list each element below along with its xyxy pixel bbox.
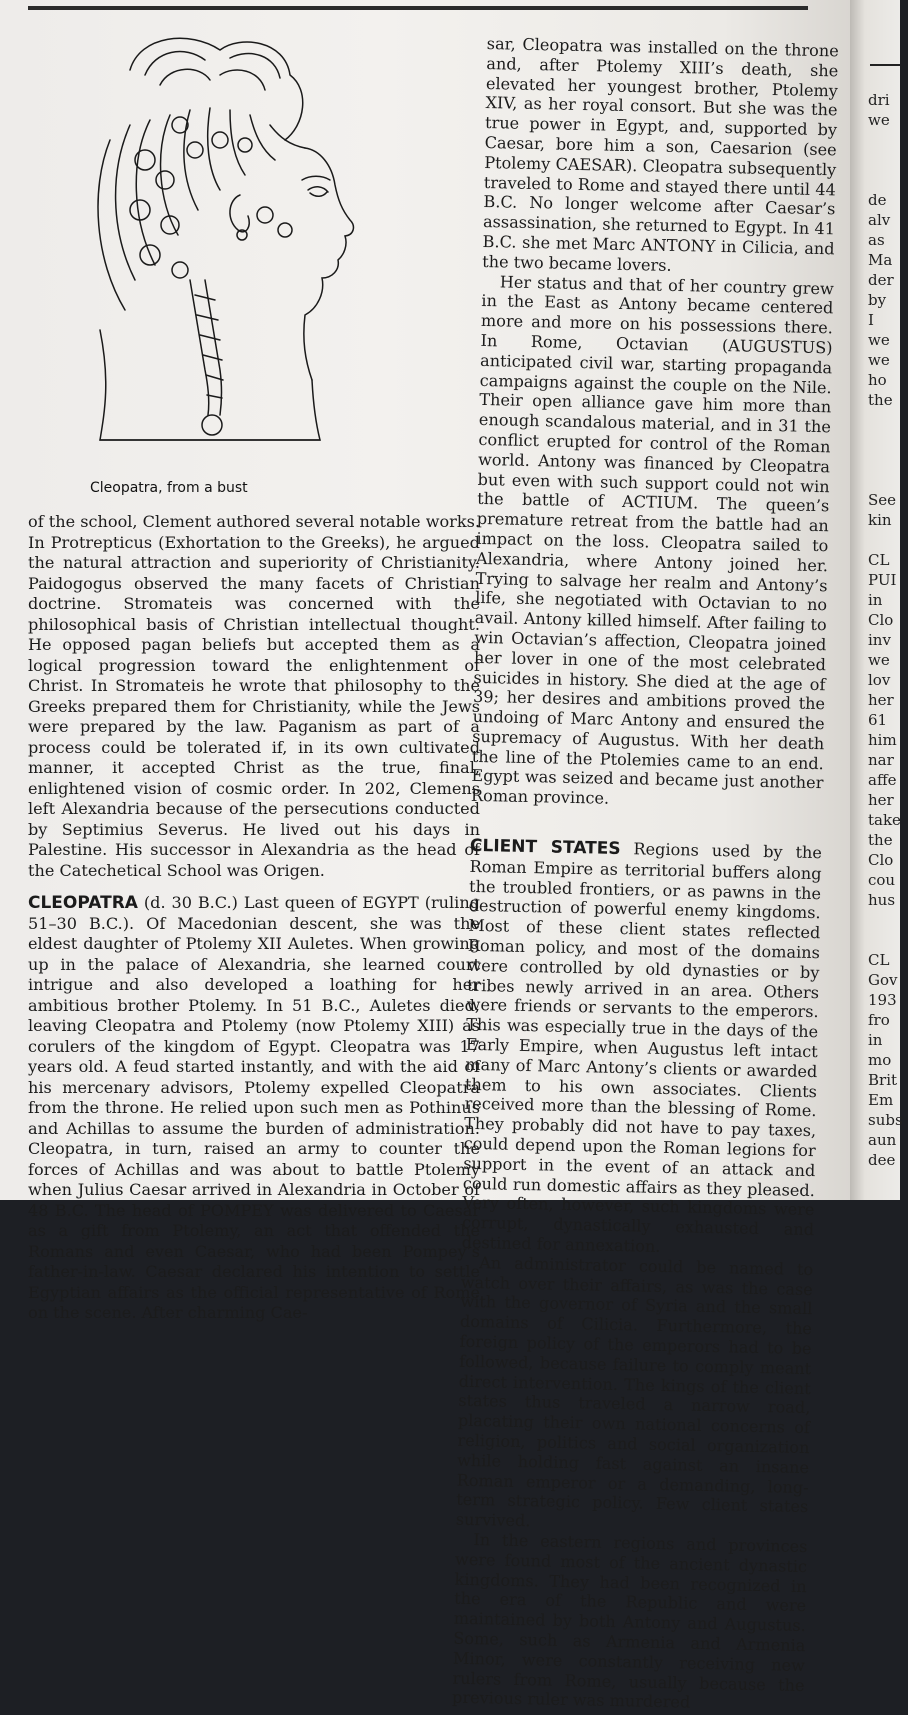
cleopatra-status-paragraph: Her status and that of her country grew in the East as Antony became centered more and more on his possessions there. In Rome, Octavian (AUGUSTUS) anticipated civil war, starting propaganda campaigns against the couple on the Nile. Their open alliance gave him more than enough scandalous material, and in 31 the conflict erupted for control of the Roman world. Antony was financed by Cleopatra but even with such support could not win the battle of ACTIUM. The queen’s premature retreat from the battle had an impact on the loss. Cleopatra sailed to Alexandria, where Antony joined her. Trying to salvage her realm and Antony’s life, she negotiated with Octavian to no avail. Antony killed himself. After failing to win Octavian’s affection, Cleopatra joined her lover in one of the most celebrated suicides in history. She died at the age of 39; her desires and ambitions proved the undoing of Marc Antony and ensured the supremacy of Augustus. With her death the line of the Ptolemies came to an end. Egypt was seized and became just another Roman province. [470, 271, 834, 809]
edge-fragment: lov [868, 671, 891, 689]
edge-fragment: der [868, 271, 894, 289]
edge-fragment: kin [868, 511, 892, 529]
edge-fragment: cou [868, 871, 896, 889]
cleopatra-bust-illustration [70, 30, 400, 500]
edge-fragment: subs [868, 1111, 903, 1129]
administrator-paragraph: An administrator could be named to watch over their affairs, as was the case with the governor of Syria and the small domains of Cilicia. Furthermore, the foreign policy of the emperors had to be followed, because failure to comply meant direct intervention. The kings of the client states thus traveled a narrow road, placating their own national concerns of religion, politics and social organization while holding fast against an insane Roman emperor or a demanding, long-term strategic policy. Few client states survived. [455, 1252, 814, 1531]
edge-fragment: we [868, 331, 890, 349]
figure-caption: Cleopatra, from a bust [90, 480, 248, 496]
cleopatra-continued: sar, Cleopatra was installed on the throne and, after Ptolemy XIII’s death, she elevated her youngest brother, Ptolemy XIV, as her royal consort. But she was the true power in Egypt, and, supported by Caesar, bore him a son, Caesarion (see Ptolemy CAESAR). Cleopatra subsequently traveled to Rome and stayed there until 44 B.C. No longer welcome after Caesar’s assassination, she returned to Egypt. In 41 B.C. she met Marc ANTONY in Cilicia, and the two became lovers. [482, 34, 839, 275]
edge-fragment: we [868, 651, 890, 669]
edge-fragment: I [868, 311, 874, 329]
eastern-regions-paragraph: In the eastern regions and provinces were found most of the ancient dynastic kingdoms. They had been recognized in the era of the Republic and were maintained by both Antony and Augustus. Some, such as Armenia and Armenia Minor, were constantly receiving new rulers from Rome, usually because the previous ruler was murdered [451, 1530, 808, 1712]
bust-drawing [70, 30, 400, 470]
edge-fragment: the [868, 391, 893, 409]
edge-fragment: we [868, 111, 890, 129]
client-states-heading: CLIENT STATES [469, 835, 621, 860]
right-page-rule [870, 64, 900, 66]
edge-fragment: hus [868, 891, 896, 909]
cleopatra-heading: CLEOPATRA [28, 893, 138, 913]
edge-fragment: 61 [868, 711, 888, 729]
edge-fragment: Ma [868, 251, 893, 269]
edge-fragment: as [868, 231, 885, 249]
spacer [28, 881, 480, 893]
edge-fragment: in [868, 1031, 883, 1049]
edge-fragment: aun [868, 1131, 897, 1149]
edge-fragment: him [868, 731, 897, 749]
edge-fragment: her [868, 791, 894, 809]
edge-fragment: inv [868, 631, 891, 649]
edge-fragment: ho [868, 371, 887, 389]
edge-fragment: the [868, 831, 893, 849]
right-column-text [452, 34, 839, 1715]
edge-fragment: de [868, 191, 887, 209]
edge-fragment: take [868, 811, 901, 829]
edge-fragment [868, 130, 908, 150]
edge-fragment: nar [868, 751, 894, 769]
clement-paragraph: of the school, Clement authored several notable works. In Protrepticus (Exhortation to the Greeks), he argued the natural attraction and superiority of Christianity. Paidogogus observed the many facets of Christian doctrine. Stromateis was concerned with the philosophical basis of Christian intellectual thought. He opposed pagan beliefs but accepted them as a logical progression toward the enlightenment of Christ. In Stromateis he wrote that philosophy to the Greeks prepared them for Christianity, while the Jews were prepared by the law. Paganism as part of a process could be tolerated if, in its own cultivated manner, it accepted Christ as the true, final, enlightened vision of cosmic order. In 202, Clemens left Alexandria because of the persecutions conducted by Septimius Severus. He lived out his days in Palestine. His successor in Alexandria as the head of the Catechetical School was Origen. [28, 512, 480, 880]
edge-fragment: fro [868, 1011, 890, 1029]
cleopatra-body: (d. 30 B.C.) Last queen of EGYPT (ruling 51–30 B.C.). Of Macedonian descent, she was the eldest daughter of Ptolemy XII Auletes. When growing up in the palace of Alexandria, she learned court intrigue and also developed a loathing for her ambitious brother Ptolemy. In 51 B.C., Auletes died, leaving Cleopatra and Ptolemy (now Ptolemy XIII) as corulers of the kingdom of Egypt. Cleopatra was 17 years old. A feud started instantly, and with the aid of his mercenary advisors, Ptolemy expelled Cleopatra from the throne. He relied upon such men as Pothinus and Achillas to assume the burden of administration. Cleopatra, in turn, raised an army to counter the forces of Achillas and was about to battle Ptolemy when Julius Caesar arrived in Alexandria in October of 48 B.C. The head of POMPEY was delivered to Caesar as a gift from Ptolemy, an act that offended the Romans and even Caesar, who had been Pompey’s father-in-law. Caesar declared his intention to settle Egyptian affairs as the official representative of Rome on the scene. After charming Cae- [28, 893, 480, 1322]
edge-fragment: CL [868, 951, 890, 969]
edge-fragment: See [868, 491, 897, 509]
client-states-entry [461, 836, 822, 1260]
cleopatra-entry [28, 893, 480, 1324]
edge-fragment: alv [868, 211, 891, 229]
edge-fragment [868, 910, 908, 930]
edge-fragment: PUI [868, 571, 897, 589]
edge-fragment: dri [868, 91, 890, 109]
edge-fragment [868, 530, 908, 550]
edge-fragment [868, 930, 908, 950]
edge-fragment: her [868, 691, 894, 709]
edge-fragment [868, 150, 908, 170]
edge-fragment: Clo [868, 851, 894, 869]
edge-fragment: Em [868, 1091, 894, 1109]
edge-fragment [868, 470, 908, 490]
edge-fragment [868, 170, 908, 190]
edge-fragment [868, 450, 908, 470]
edge-fragment: in [868, 591, 883, 609]
edge-fragment: Gov [868, 971, 898, 989]
edge-fragment [868, 410, 908, 430]
edge-fragment [868, 430, 908, 450]
left-column-text [28, 512, 480, 1324]
edge-fragment: mo [868, 1051, 892, 1069]
edge-fragment: we [868, 351, 890, 369]
edge-fragment: Clo [868, 611, 894, 629]
edge-fragment: affe [868, 771, 897, 789]
edge-fragment: 193 [868, 991, 897, 1009]
header-rule [28, 6, 808, 10]
client-states-body: Regions used by the Roman Empire as territorial buffers along the troubled frontiers, or as pawns in the destruction of powerful enemy kingdoms. Most of these client states reflected Roman policy, and most of the domains were controlled by old dynasties or by tribes newly arrived in an area. Others were friends or servants to the emperors. This was especially true in the days of the Early Empire, when Augustus left intact many of Marc Antony’s clients or awarded them to his own associates. Clients received more than the blessing of Rome. They probably did not have to pay taxes, could depend upon the Roman legions for support in the event of an attack and could run domestic affairs as they pleased. Very often, however, such kingdoms were corrupt, dynastically exhausted and destined for annexation. [461, 839, 823, 1256]
edge-fragment: by [868, 291, 887, 309]
edge-fragment: CL [868, 551, 890, 569]
right-page-fragments [868, 90, 908, 1170]
edge-fragment: Brit [868, 1071, 898, 1089]
edge-fragment: dee [868, 1151, 896, 1169]
